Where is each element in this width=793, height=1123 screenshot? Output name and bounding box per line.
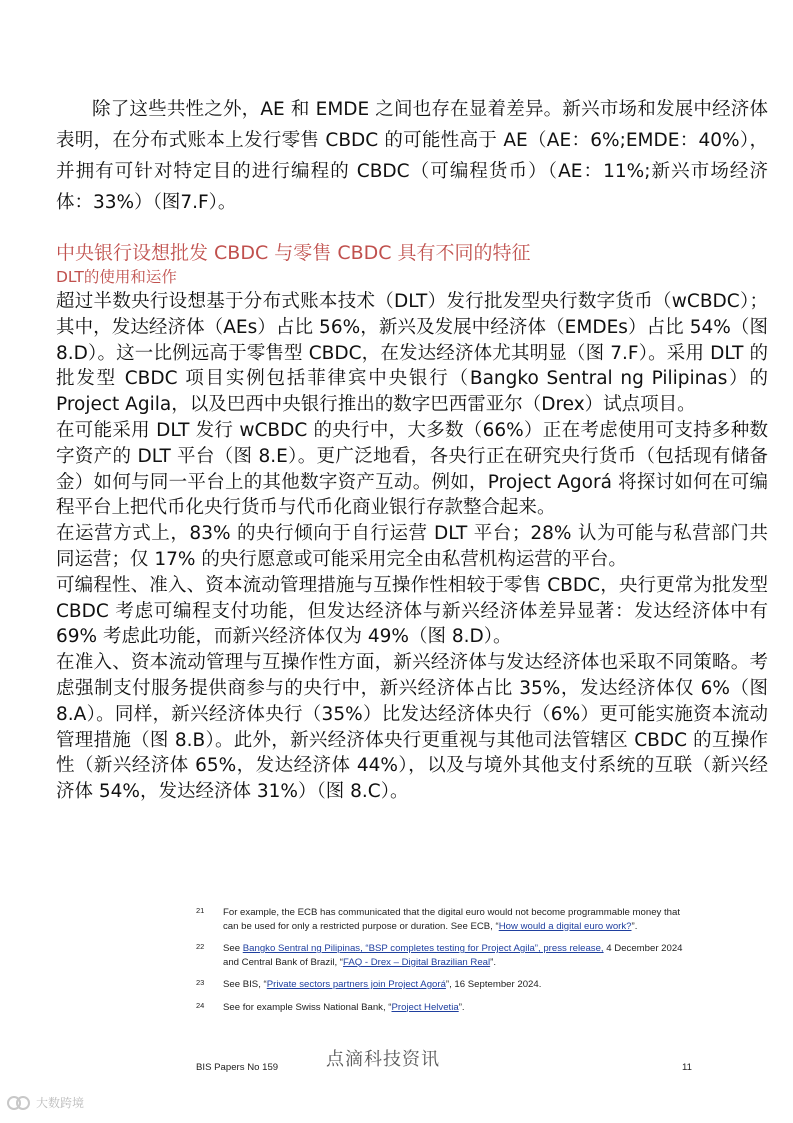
paragraph: 在准入、资本流动管理与互操作性方面，新兴经济体与发达经济体也采取不同策略。考虑强制支付服务提供商参与的央行中，新兴经济体占比 35%，发达经济体仅 6%（图 8.A）。同样，新兴经济体央行（35%）比发达经济体央行（6%）更可能实施资本流动管理措施（图 8.B）。此外，新兴经济体央行更重视与其他司法管辖区 CBDC 的互操作性（新兴经济体 65%，发达经济体 44%），以及与境外其他支付系统的互联（新兴经济体 54%，发达经济体 31%）（图 8.C）。 — [56, 652, 768, 803]
footnote-text — [223, 1001, 696, 1015]
footnote-text — [223, 942, 696, 969]
footnote-text-part: ”. — [631, 920, 638, 932]
watermark-corner-text: 大数跨境 — [36, 1096, 85, 1110]
footnote-text-part: ”. — [490, 956, 497, 968]
footnote-text — [223, 978, 696, 992]
paragraph: 超过半数央行设想基于分布式账本技术（DLT）发行批发型央行数字货币（wCBDC）；其中，发达经济体（AEs）占比 56%，新兴及发展中经济体（EMDEs）占比 54%（图 8.D）。这一比例远高于零售型 CBDC，在发达经济体尤其明显（图 7.F）。采用 DLT 的批发型 CBDC 项目实例包括菲律宾中央银行（Bangko Sentral ng Pilipinas）的 Project Agila，以及巴西中央银行推出的数字巴西雷亚尔（Drex）试点项目。 — [56, 291, 768, 416]
corner-watermark — [6, 1094, 84, 1111]
intro-paragraph: 除了这些共性之外，AE 和 EMDE 之间也存在显着差异。新兴市场和发展中经济体表明，在分布式账本上发行零售 CBDC 的可能性高于 AE（AE：6%;EMDE：40%），并拥有可针对特定目的进行编程的 CBDC（可编程货币）（AE：11%;新兴市场经济体：33%）（图7.F）。 — [56, 99, 768, 213]
footnote-text-part: See for example Swiss National Bank, “ — [223, 1001, 392, 1013]
footnote — [196, 978, 696, 992]
footnote-link[interactable]: Bangko Sentral ng Pilipinas, “BSP completes testing for Project Agila”, press release, — [242, 943, 604, 954]
footnote-link[interactable]: How would a digital euro work? — [498, 920, 632, 932]
footnote — [196, 942, 696, 969]
footnote-link[interactable]: Project Helvetia — [391, 1001, 459, 1013]
watermark-logo-icon — [6, 1095, 32, 1111]
body-text — [56, 289, 768, 805]
footer-publication: BIS Papers No 159 — [196, 1062, 279, 1073]
paragraph: 可编程性、准入、资本流动管理措施与互操作性相较于零售 CBDC，央行更常为批发型 CBDC 考虑可编程支付功能，但发达经济体与新兴经济体差异显著：发达经济体中有 69% 考虑此功能，而新兴经济体仅为 49%（图 8.D）。 — [56, 574, 768, 648]
paragraph: 在运营方式上，83% 的央行倾向于自行运营 DLT 平台；28% 认为可能与私营部门共同运营；仅 17% 的央行愿意或可能采用完全由私营机构运营的平台。 — [56, 523, 768, 570]
footnote-text-part: See BIS, “ — [223, 979, 267, 990]
watermark-text: 点滴科技资讯 — [326, 1049, 440, 1070]
footnote — [196, 906, 696, 933]
footnote-text-part: ”, 16 September 2024. — [445, 979, 542, 990]
footnote-link[interactable]: FAQ - Drex – Digital Brazilian Real — [342, 956, 491, 968]
paragraph: 在可能采用 DLT 发行 wCBDC 的央行中，大多数（66%）正在考虑使用可支持多种数字资产的 DLT 平台（图 8.E）。更广泛地看，各央行正在研究央行货币（包括现有储备金）如何与同一平台上的其他数字资产互动。例如，Project Agorá 将探讨如何在可编程平台上把代币化央行货币与代币化商业银行存款整合起来。 — [56, 419, 768, 519]
footnote-text-part: For example, the ECB has communicated that the digital euro would not become programmable money that can be used for only a restricted purpose or duration. See ECB, “ — [223, 907, 681, 932]
footnote-text-part: 4 December 2024 and Central Bank of Brazil, “ — [223, 943, 683, 968]
page-number: 11 — [682, 1062, 692, 1073]
footnote-link[interactable]: Private sectors partners join Project Agorá — [266, 979, 446, 990]
footnote-text-part: ”. — [458, 1001, 465, 1013]
footnote-text-part: See — [223, 943, 243, 954]
footnote-number: 22 — [196, 942, 205, 951]
subsection-heading: DLT的使用和运作 — [56, 268, 177, 286]
footnote — [196, 1001, 696, 1015]
footnote-number: 24 — [196, 1000, 205, 1010]
section-heading: 中央银行设想批发 CBDC 与零售 CBDC 具有不同的特征 — [56, 242, 531, 264]
footnote-text — [223, 906, 696, 933]
footnote-number: 21 — [196, 906, 205, 915]
footnotes — [196, 906, 696, 1023]
footnote-number: 23 — [196, 978, 205, 987]
